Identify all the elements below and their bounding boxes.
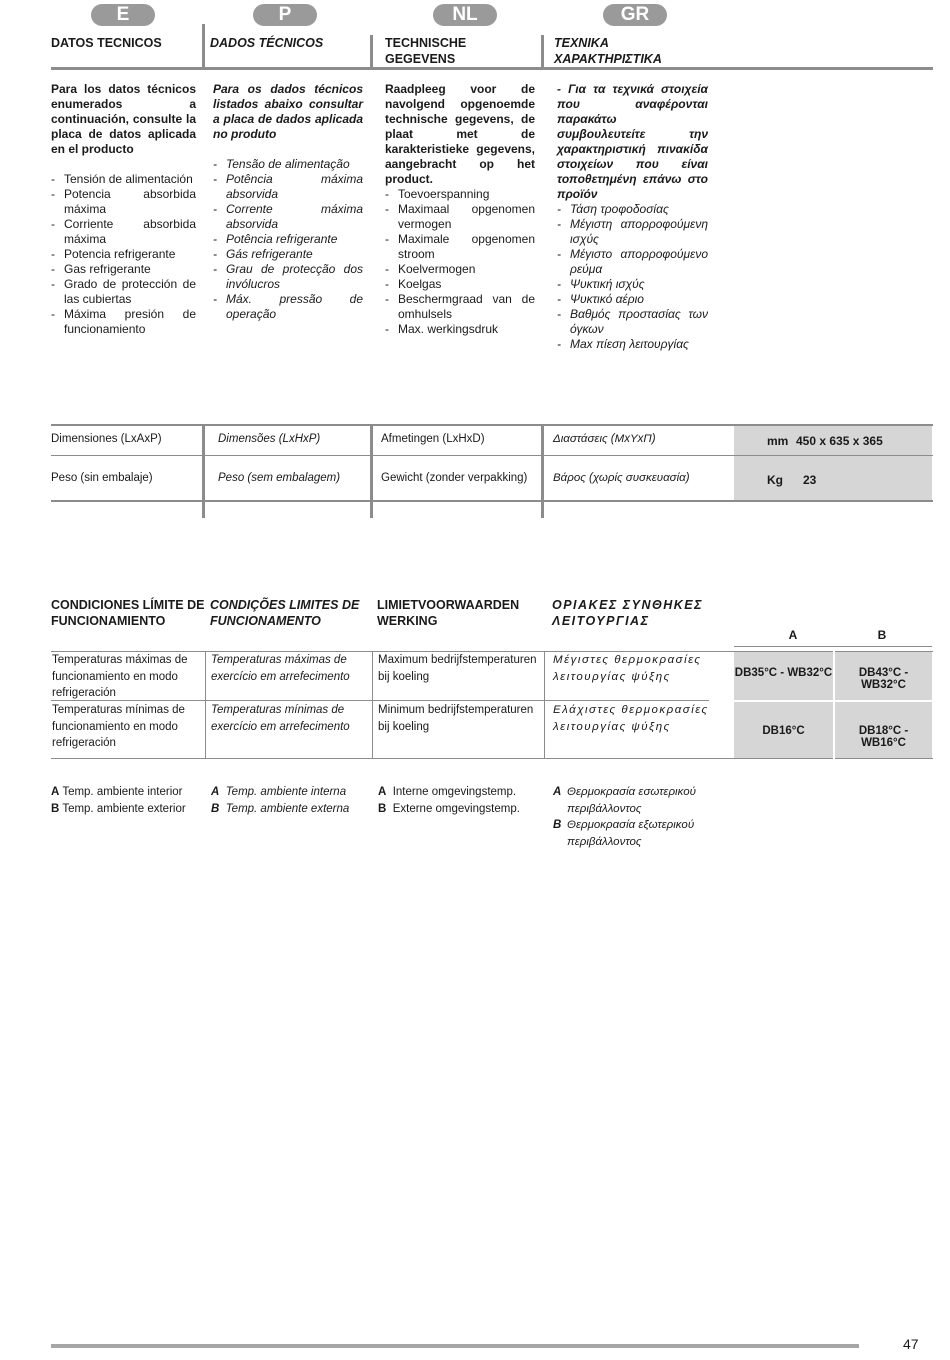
spec-item: - Corriente absorbida máxima [51, 217, 196, 247]
spec-list-gr [557, 202, 708, 352]
intro-pt: Para os dados técnicos listados abaixo consultar a placa de dados aplicada no produto [213, 82, 363, 141]
spec-item: - Beschermgraad van de omhulsels [385, 292, 535, 322]
weight-label-es: Peso (sin embalaje) [51, 472, 153, 484]
spec-list-nl [385, 187, 535, 337]
spec-item: - Potência refrigerante [213, 232, 363, 247]
legend-gr [553, 784, 718, 850]
table-rule [51, 455, 933, 456]
column-divider [205, 651, 206, 759]
spec-item: - Μέγιστη απορροφούμενη ισχύς [557, 217, 708, 247]
dimensions-unit: mm [767, 434, 789, 448]
spec-item: - Corrente máxima absorvida [213, 202, 363, 232]
limits-title-gr: ΟΡΙΑΚΕΣ ΣΥΝΘΗΚΕΣ ΛΕΙΤΟΥΡΓΙΑΣ [552, 598, 704, 628]
table-rule [51, 758, 933, 759]
legend-nl [378, 784, 538, 817]
max-temp-b-value: DB43°C - WB32°C [858, 667, 909, 691]
spec-item: - Μέγιστο απορροφούμενο ρεύμα [557, 247, 708, 277]
legend-key: B [378, 802, 387, 815]
legend-text: Interne omgevingstemp. [392, 786, 517, 798]
spec-item: - Maximale opgenomen stroom [385, 232, 535, 262]
spec-item: - Máx. pressão de operação [213, 292, 363, 322]
max-temp-label-nl: Maximum bedrijfstemperaturen bij koeling [378, 654, 537, 683]
weight-label-nl: Gewicht (zonder verpakking) [381, 472, 528, 484]
legend-key: A [553, 786, 562, 798]
intro-es: Para los datos técnicos enumerados a continuación, consulte la placa de datos aplicada en el producto [51, 82, 196, 156]
legend-text: Θερμοκρασία εσωτερικού περιβάλλοντος [567, 786, 696, 815]
spec-item: - Grado de protección de las cubiertas [51, 277, 196, 307]
min-temp-label-es: Temperaturas mínimas de funcionamiento en modo refrigeración [52, 704, 185, 749]
top-rule [51, 67, 933, 70]
spec-item: - Max. werkingsdruk [385, 322, 535, 337]
spec-item: - Τάση τροφοδοσίας [557, 202, 708, 217]
spec-item: - Tensão de alimentação [213, 157, 363, 172]
limits-title-pt: CONDIÇÕES LIMITES DE FUNCIONAMENTO [210, 598, 360, 628]
spec-item: - Potencia absorbida máxima [51, 187, 196, 217]
spec-item: - Ψυκτική ισχύς [557, 277, 708, 292]
intro-nl: Raadpleeg voor de navolgend opgenoemde technische gegevens, de plaat met de karakteristieke gegevens, aangebracht op het product. [385, 82, 535, 186]
column-b-header: B [877, 628, 887, 642]
column-a-header: A [788, 628, 798, 642]
weight-value: 23 [803, 473, 817, 487]
language-badge-p: P [253, 4, 317, 26]
legend-key: B [211, 802, 220, 815]
spec-item: - Maximaal opgenomen vermogen [385, 202, 535, 232]
legend-key: B [51, 802, 60, 815]
column-divider [202, 426, 205, 518]
legend-text: Temp. ambiente externa [225, 802, 350, 815]
spec-item: - Grau de protecção dos invólucros [213, 262, 363, 292]
legend-text: Temp. ambiente exterior [62, 802, 186, 815]
spec-list-pt [213, 157, 363, 322]
weight-unit: Kg [767, 473, 783, 487]
language-badge-gr: GR [603, 4, 667, 26]
weight-label-pt: Peso (sem embalagem) [218, 472, 341, 484]
dimensions-label-nl: Afmetingen (LxHxD) [381, 433, 485, 445]
page-number: 47 [903, 1336, 919, 1352]
footer-rule [51, 1344, 859, 1348]
spec-item: - Gas refrigerante [51, 262, 196, 277]
dimensions-label-gr: Διαστάσεις (ΜxΥxΠ) [553, 433, 656, 445]
min-temp-label-nl: Minimum bedrijfstemperaturen bij koeling [378, 704, 534, 733]
min-temp-a-value: DB16°C [762, 725, 805, 737]
legend-key: B [553, 819, 562, 831]
limits-title-es: CONDICIONES LÍMITE DE FUNCIONAMIENTO [51, 598, 205, 628]
column-divider [370, 35, 373, 70]
legend-key: A [378, 786, 387, 798]
legend-text: Temp. ambiente interior [62, 786, 183, 798]
spec-list-es [51, 172, 196, 337]
limits-title-nl: LIMIETVOORWAARDEN WERKING [377, 598, 520, 628]
dimensions-label-es: Dimensiones (LxAxP) [51, 433, 162, 445]
title-gr: ΤΕΧΝΙΚΑ ΧΑΡΑΚΤΗΡΙΣΤΙΚΑ [554, 36, 662, 66]
legend-text: Temp. ambiente interna [225, 786, 347, 798]
min-temp-label-gr: Ελάχιστες θερμοκρασίες λειτουργίας ψύξης [553, 704, 709, 733]
max-temp-label-gr: Μέγιστες θερμοκρασίες λειτουργίας ψύξης [553, 654, 702, 683]
column-divider [372, 651, 373, 759]
spec-item: - Koelgas [385, 277, 535, 292]
title-es: DATOS TECNICOS [51, 36, 162, 50]
max-temp-label-es: Temperaturas máximas de funcionamiento en modo refrigeración [52, 654, 188, 699]
spec-item: - Koelvermogen [385, 262, 535, 277]
legend-text: Externe omgevingstemp. [392, 802, 520, 815]
column-divider [202, 24, 205, 70]
legend-pt [211, 784, 366, 817]
table-rule [51, 500, 933, 502]
spec-item: - Max πίεση λειτουργίας [557, 337, 708, 352]
title-nl: TECHNISCHE GEGEVENS [385, 36, 467, 66]
spec-item: - Gás refrigerante [213, 247, 363, 262]
dimensions-label-pt: Dimensões (LxHxP) [218, 433, 321, 445]
column-divider [541, 426, 544, 518]
spec-item: - Ψυκτικό αέριο [557, 292, 708, 307]
column-divider [541, 35, 544, 70]
min-temp-b-value: DB18°C - WB16°C [858, 725, 909, 749]
language-badge-e: E [91, 4, 155, 26]
spec-item: - Tensión de alimentación [51, 172, 196, 187]
spec-item: - Máxima presión de funcionamiento [51, 307, 196, 337]
column-divider [544, 651, 545, 759]
min-temp-label-pt: Temperaturas mínimas de exercício em arrefecimento [211, 704, 350, 733]
max-temp-a-value: DB35°C - WB32°C [734, 667, 833, 679]
weight-label-gr: Βάρος (χωρίς συσκευασία) [553, 472, 690, 484]
title-pt: DADOS TÉCNICOS [210, 36, 324, 50]
table-rule [734, 646, 932, 647]
column-divider [370, 426, 373, 518]
legend-key: A [211, 786, 220, 798]
legend-es [51, 784, 201, 817]
language-badge-nl: NL [433, 4, 497, 26]
legend-text: Θερμοκρασία εξωτερικού περιβάλλοντος [567, 819, 695, 848]
max-temp-label-pt: Temperaturas máximas de exercício em arrefecimento [211, 654, 350, 683]
intro-gr: - Για τα τεχνικά στοιχεία που αναφέρονται παρακάτω συμβουλευτείτε την χαρακτηριστική πινακίδα στοιχείων που είναι τοποθετημένη επάνω στο προϊόν [557, 82, 708, 201]
spec-item: - Toevoerspanning [385, 187, 535, 202]
spec-item: - Potência máxima absorvida [213, 172, 363, 202]
dimensions-value: 450 x 635 x 365 [796, 434, 883, 448]
spec-item: - Βαθμός προστασίας των όγκων [557, 307, 708, 337]
spec-item: - Potencia refrigerante [51, 247, 196, 262]
table-rule [51, 424, 933, 426]
legend-key: A [51, 786, 60, 798]
